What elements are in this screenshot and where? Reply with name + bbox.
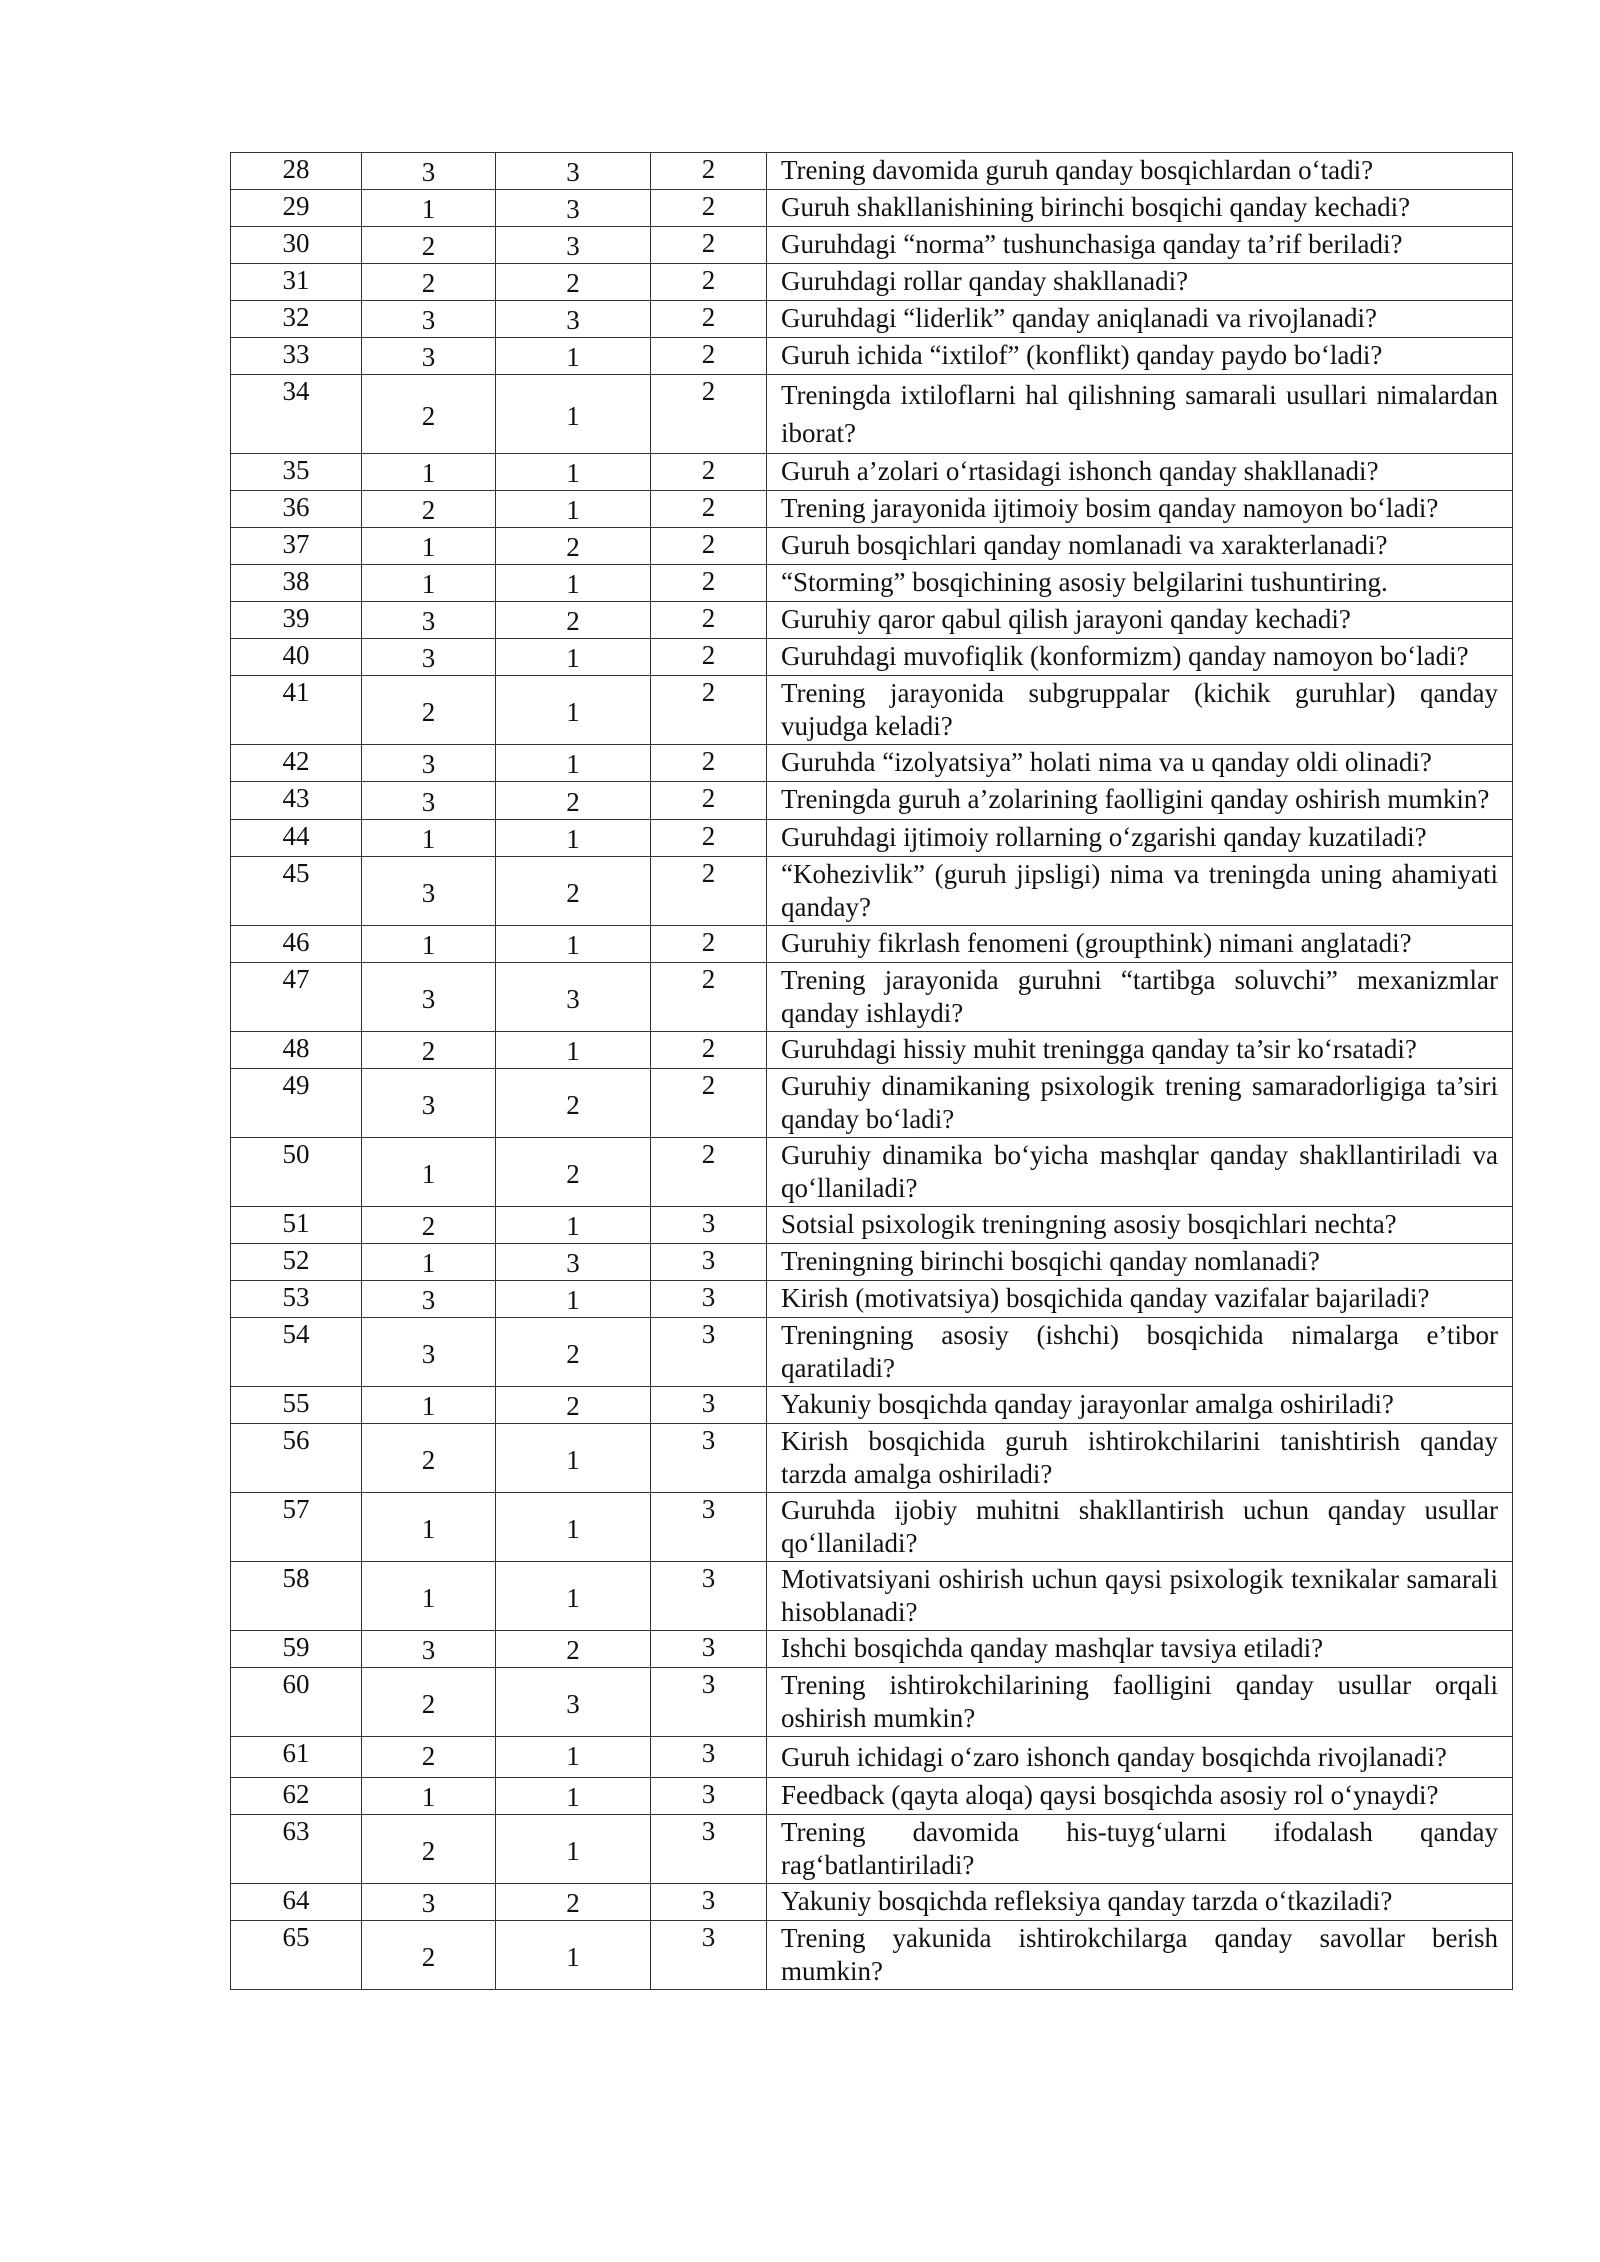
question-text-cell: Guruh ichida “ixtilof” (konflikt) qanday paydo bo‘ladi? (767, 338, 1513, 375)
table-row (231, 926, 1513, 963)
level-value-cell: 2 (651, 301, 767, 338)
level-value-cell: 2 (651, 491, 767, 528)
column-3-value-cell: 1 (496, 820, 651, 857)
question-text-cell: Yakuniy bosqichda refleksiya qanday tarzda o‘tkaziladi? (767, 1884, 1513, 1921)
question-number-cell: 33 (231, 338, 362, 375)
table-row (231, 1815, 1513, 1884)
column-3-value-cell: 1 (496, 338, 651, 375)
column-3-value-cell: 2 (496, 1387, 651, 1424)
column-3-value-cell: 1 (496, 1424, 651, 1493)
table-row (231, 1493, 1513, 1562)
column-2-value-cell: 2 (362, 227, 496, 264)
question-number-cell: 34 (231, 375, 362, 454)
question-text-cell: Motivatsiyani oshirish uchun qaysi psixologik texnikalar samarali hisoblanadi? (767, 1562, 1513, 1631)
table-row (231, 1281, 1513, 1318)
column-2-value-cell: 2 (362, 1424, 496, 1493)
column-3-value-cell: 2 (496, 1069, 651, 1138)
column-3-value-cell: 3 (496, 301, 651, 338)
question-number-cell: 40 (231, 639, 362, 676)
question-number-cell: 35 (231, 454, 362, 491)
question-text-cell: Yakuniy bosqichda qanday jarayonlar amalga oshiriladi? (767, 1387, 1513, 1424)
level-value-cell: 2 (651, 963, 767, 1032)
column-3-value-cell: 1 (496, 926, 651, 963)
level-value-cell: 2 (651, 227, 767, 264)
table-row (231, 454, 1513, 491)
column-3-value-cell: 1 (496, 1815, 651, 1884)
column-2-value-cell: 3 (362, 1318, 496, 1387)
question-number-cell: 59 (231, 1631, 362, 1668)
column-3-value-cell: 1 (496, 1921, 651, 1990)
question-text-cell: Guruh bosqichlari qanday nomlanadi va xarakterlanadi? (767, 528, 1513, 565)
table-row (231, 227, 1513, 264)
question-text-cell: Sotsial psixologik treningning asosiy bosqichlari nechta? (767, 1207, 1513, 1244)
question-text-cell: Guruhiy dinamika bo‘yicha mashqlar qanday shakllantiriladi va qo‘llaniladi? (767, 1138, 1513, 1207)
column-3-value-cell: 1 (496, 565, 651, 602)
question-text-cell: Guruhda “izolyatsiya” holati nima va u qanday oldi olinadi? (767, 745, 1513, 782)
level-value-cell: 3 (651, 1815, 767, 1884)
question-text-cell: Guruhdagi “liderlik” qanday aniqlanadi va rivojlanadi? (767, 301, 1513, 338)
question-text-cell: Kirish bosqichida guruh ishtirokchilarini tanishtirish qanday tarzda amalga oshiriladi? (767, 1424, 1513, 1493)
column-2-value-cell: 1 (362, 1562, 496, 1631)
table-row (231, 602, 1513, 639)
table-row (231, 963, 1513, 1032)
table-row (231, 639, 1513, 676)
column-3-value-cell: 1 (496, 1032, 651, 1069)
level-value-cell: 2 (651, 264, 767, 301)
question-number-cell: 44 (231, 820, 362, 857)
table-row (231, 1631, 1513, 1668)
question-number-cell: 54 (231, 1318, 362, 1387)
column-2-value-cell: 1 (362, 926, 496, 963)
question-text-cell: Trening davomida guruh qanday bosqichlardan o‘tadi? (767, 153, 1513, 190)
table-row (231, 1737, 1513, 1778)
question-text-cell: Guruhiy dinamikaning psixologik trening samaradorligiga ta’siri qanday bo‘ladi? (767, 1069, 1513, 1138)
level-value-cell: 3 (651, 1778, 767, 1815)
column-3-value-cell: 2 (496, 528, 651, 565)
question-text-cell: Guruhda ijobiy muhitni shakllantirish uchun qanday usullar qo‘llaniladi? (767, 1493, 1513, 1562)
level-value-cell: 2 (651, 926, 767, 963)
table-row (231, 1668, 1513, 1737)
level-value-cell: 3 (651, 1318, 767, 1387)
level-value-cell: 2 (651, 565, 767, 602)
column-2-value-cell: 3 (362, 1631, 496, 1668)
column-3-value-cell: 2 (496, 602, 651, 639)
question-text-cell: “Storming” bosqichining asosiy belgilarini tushuntiring. (767, 565, 1513, 602)
question-text-cell: Guruh a’zolari o‘rtasidagi ishonch qanday shakllanadi? (767, 454, 1513, 491)
question-number-cell: 47 (231, 963, 362, 1032)
table-row (231, 190, 1513, 227)
column-2-value-cell: 3 (362, 338, 496, 375)
column-2-value-cell: 3 (362, 153, 496, 190)
column-3-value-cell: 3 (496, 227, 651, 264)
table-row (231, 565, 1513, 602)
column-2-value-cell: 1 (362, 1493, 496, 1562)
question-number-cell: 57 (231, 1493, 362, 1562)
level-value-cell: 3 (651, 1737, 767, 1778)
column-2-value-cell: 3 (362, 639, 496, 676)
question-text-cell: Trening jarayonida subgruppalar (kichik guruhlar) qanday vujudga keladi? (767, 676, 1513, 745)
question-text-cell: Treningning birinchi bosqichi qanday nomlanadi? (767, 1244, 1513, 1281)
column-2-value-cell: 3 (362, 1069, 496, 1138)
table-row (231, 1207, 1513, 1244)
column-2-value-cell: 2 (362, 264, 496, 301)
table-row (231, 301, 1513, 338)
column-2-value-cell: 1 (362, 1244, 496, 1281)
level-value-cell: 3 (651, 1921, 767, 1990)
question-text-cell: Trening ishtirokchilarining faolligini qanday usullar orqali oshirish mumkin? (767, 1668, 1513, 1737)
question-text-cell: Treningning asosiy (ishchi) bosqichida nimalarga e’tibor qaratiladi? (767, 1318, 1513, 1387)
questions-table-body (231, 153, 1513, 1990)
level-value-cell: 2 (651, 676, 767, 745)
question-number-cell: 32 (231, 301, 362, 338)
question-number-cell: 63 (231, 1815, 362, 1884)
question-text-cell: Trening jarayonida guruhni “tartibga soluvchi” mexanizmlar qanday ishlaydi? (767, 963, 1513, 1032)
level-value-cell: 3 (651, 1387, 767, 1424)
level-value-cell: 2 (651, 1032, 767, 1069)
column-3-value-cell: 2 (496, 1631, 651, 1668)
column-3-value-cell: 3 (496, 963, 651, 1032)
question-number-cell: 53 (231, 1281, 362, 1318)
column-2-value-cell: 2 (362, 375, 496, 454)
question-text-cell: Trening jarayonida ijtimoiy bosim qanday namoyon bo‘ladi? (767, 491, 1513, 528)
column-3-value-cell: 1 (496, 676, 651, 745)
question-number-cell: 55 (231, 1387, 362, 1424)
question-text-cell: Ishchi bosqichda qanday mashqlar tavsiya etiladi? (767, 1631, 1513, 1668)
column-3-value-cell: 3 (496, 190, 651, 227)
question-number-cell: 51 (231, 1207, 362, 1244)
question-number-cell: 50 (231, 1138, 362, 1207)
level-value-cell: 2 (651, 639, 767, 676)
column-3-value-cell: 1 (496, 1562, 651, 1631)
column-3-value-cell: 2 (496, 1318, 651, 1387)
column-2-value-cell: 1 (362, 454, 496, 491)
question-number-cell: 56 (231, 1424, 362, 1493)
level-value-cell: 2 (651, 782, 767, 820)
table-row (231, 153, 1513, 190)
document-page (230, 152, 1512, 1990)
question-text-cell: Treningda guruh a’zolarining faolligini qanday oshirish mumkin? (767, 782, 1513, 820)
column-2-value-cell: 3 (362, 745, 496, 782)
question-number-cell: 58 (231, 1562, 362, 1631)
level-value-cell: 2 (651, 1138, 767, 1207)
column-3-value-cell: 1 (496, 1737, 651, 1778)
column-2-value-cell: 1 (362, 528, 496, 565)
table-row (231, 857, 1513, 926)
column-2-value-cell: 2 (362, 1737, 496, 1778)
table-row (231, 338, 1513, 375)
table-row (231, 264, 1513, 301)
question-text-cell: Guruh shakllanishining birinchi bosqichi qanday kechadi? (767, 190, 1513, 227)
column-2-value-cell: 2 (362, 1207, 496, 1244)
level-value-cell: 2 (651, 745, 767, 782)
column-3-value-cell: 2 (496, 1138, 651, 1207)
question-text-cell: Trening davomida his-tuyg‘ularni ifodalash qanday rag‘batlantiriladi? (767, 1815, 1513, 1884)
column-2-value-cell: 3 (362, 857, 496, 926)
column-3-value-cell: 2 (496, 264, 651, 301)
column-2-value-cell: 3 (362, 782, 496, 820)
column-3-value-cell: 1 (496, 1493, 651, 1562)
question-number-cell: 60 (231, 1668, 362, 1737)
table-row (231, 1032, 1513, 1069)
column-3-value-cell: 3 (496, 1244, 651, 1281)
question-number-cell: 46 (231, 926, 362, 963)
table-row (231, 1921, 1513, 1990)
question-number-cell: 65 (231, 1921, 362, 1990)
level-value-cell: 3 (651, 1244, 767, 1281)
table-row (231, 1778, 1513, 1815)
level-value-cell: 2 (651, 1069, 767, 1138)
question-number-cell: 36 (231, 491, 362, 528)
column-3-value-cell: 1 (496, 454, 651, 491)
column-3-value-cell: 2 (496, 782, 651, 820)
column-2-value-cell: 2 (362, 1032, 496, 1069)
column-2-value-cell: 2 (362, 1815, 496, 1884)
question-text-cell: Treningda ixtiloflarni hal qilishning samarali usullari nimalardan iborat? (767, 375, 1513, 454)
table-row (231, 782, 1513, 820)
question-number-cell: 64 (231, 1884, 362, 1921)
question-text-cell: Guruhdagi muvofiqlik (konformizm) qanday namoyon bo‘ladi? (767, 639, 1513, 676)
column-2-value-cell: 3 (362, 963, 496, 1032)
column-3-value-cell: 2 (496, 1884, 651, 1921)
question-text-cell: Feedback (qayta aloqa) qaysi bosqichda asosiy rol o‘ynaydi? (767, 1778, 1513, 1815)
question-number-cell: 38 (231, 565, 362, 602)
table-row (231, 676, 1513, 745)
questions-table (230, 152, 1513, 1990)
question-number-cell: 62 (231, 1778, 362, 1815)
table-row (231, 375, 1513, 454)
question-number-cell: 43 (231, 782, 362, 820)
level-value-cell: 3 (651, 1281, 767, 1318)
table-row (231, 491, 1513, 528)
level-value-cell: 3 (651, 1631, 767, 1668)
level-value-cell: 2 (651, 820, 767, 857)
column-2-value-cell: 1 (362, 190, 496, 227)
table-row (231, 1244, 1513, 1281)
question-number-cell: 52 (231, 1244, 362, 1281)
level-value-cell: 3 (651, 1207, 767, 1244)
question-number-cell: 45 (231, 857, 362, 926)
question-text-cell: Guruhdagi ijtimoiy rollarning o‘zgarishi qanday kuzatiladi? (767, 820, 1513, 857)
question-number-cell: 42 (231, 745, 362, 782)
column-3-value-cell: 1 (496, 745, 651, 782)
column-3-value-cell: 1 (496, 1207, 651, 1244)
column-3-value-cell: 3 (496, 1668, 651, 1737)
column-2-value-cell: 3 (362, 301, 496, 338)
table-row (231, 1387, 1513, 1424)
question-text-cell: Trening yakunida ishtirokchilarga qanday savollar berish mumkin? (767, 1921, 1513, 1990)
question-number-cell: 41 (231, 676, 362, 745)
question-text-cell: Guruhdagi hissiy muhit treningga qanday ta’sir ko‘rsatadi? (767, 1032, 1513, 1069)
level-value-cell: 3 (651, 1493, 767, 1562)
table-row (231, 1138, 1513, 1207)
question-number-cell: 28 (231, 153, 362, 190)
level-value-cell: 3 (651, 1884, 767, 1921)
table-row (231, 1069, 1513, 1138)
question-text-cell: Guruh ichidagi o‘zaro ishonch qanday bosqichda rivojlanadi? (767, 1737, 1513, 1778)
question-number-cell: 61 (231, 1737, 362, 1778)
question-number-cell: 48 (231, 1032, 362, 1069)
level-value-cell: 2 (651, 338, 767, 375)
column-3-value-cell: 2 (496, 857, 651, 926)
question-text-cell: Guruhiy qaror qabul qilish jarayoni qanday kechadi? (767, 602, 1513, 639)
question-number-cell: 29 (231, 190, 362, 227)
level-value-cell: 2 (651, 375, 767, 454)
column-2-value-cell: 2 (362, 1668, 496, 1737)
question-text-cell: “Kohezivlik” (guruh jipsligi) nima va treningda uning ahamiyati qanday? (767, 857, 1513, 926)
table-row (231, 1318, 1513, 1387)
level-value-cell: 2 (651, 190, 767, 227)
column-3-value-cell: 1 (496, 1778, 651, 1815)
level-value-cell: 2 (651, 602, 767, 639)
level-value-cell: 3 (651, 1668, 767, 1737)
question-number-cell: 39 (231, 602, 362, 639)
column-2-value-cell: 1 (362, 565, 496, 602)
column-2-value-cell: 1 (362, 1778, 496, 1815)
column-3-value-cell: 3 (496, 153, 651, 190)
column-3-value-cell: 1 (496, 639, 651, 676)
level-value-cell: 3 (651, 1562, 767, 1631)
table-row (231, 1884, 1513, 1921)
column-2-value-cell: 2 (362, 491, 496, 528)
question-text-cell: Guruhdagi “norma” tushunchasiga qanday ta’rif beriladi? (767, 227, 1513, 264)
column-3-value-cell: 1 (496, 375, 651, 454)
level-value-cell: 2 (651, 454, 767, 491)
level-value-cell: 3 (651, 1424, 767, 1493)
column-3-value-cell: 1 (496, 491, 651, 528)
level-value-cell: 2 (651, 528, 767, 565)
column-2-value-cell: 2 (362, 1921, 496, 1990)
column-2-value-cell: 1 (362, 1387, 496, 1424)
column-2-value-cell: 3 (362, 602, 496, 639)
column-2-value-cell: 1 (362, 1138, 496, 1207)
table-row (231, 820, 1513, 857)
column-2-value-cell: 2 (362, 676, 496, 745)
question-number-cell: 30 (231, 227, 362, 264)
level-value-cell: 2 (651, 857, 767, 926)
question-text-cell: Kirish (motivatsiya) bosqichida qanday vazifalar bajariladi? (767, 1281, 1513, 1318)
column-2-value-cell: 1 (362, 820, 496, 857)
table-row (231, 1562, 1513, 1631)
question-number-cell: 31 (231, 264, 362, 301)
column-2-value-cell: 3 (362, 1281, 496, 1318)
column-2-value-cell: 3 (362, 1884, 496, 1921)
question-text-cell: Guruhiy fikrlash fenomeni (groupthink) nimani anglatadi? (767, 926, 1513, 963)
column-3-value-cell: 1 (496, 1281, 651, 1318)
table-row (231, 528, 1513, 565)
question-number-cell: 49 (231, 1069, 362, 1138)
level-value-cell: 2 (651, 153, 767, 190)
table-row (231, 1424, 1513, 1493)
question-number-cell: 37 (231, 528, 362, 565)
table-row (231, 745, 1513, 782)
question-text-cell: Guruhdagi rollar qanday shakllanadi? (767, 264, 1513, 301)
